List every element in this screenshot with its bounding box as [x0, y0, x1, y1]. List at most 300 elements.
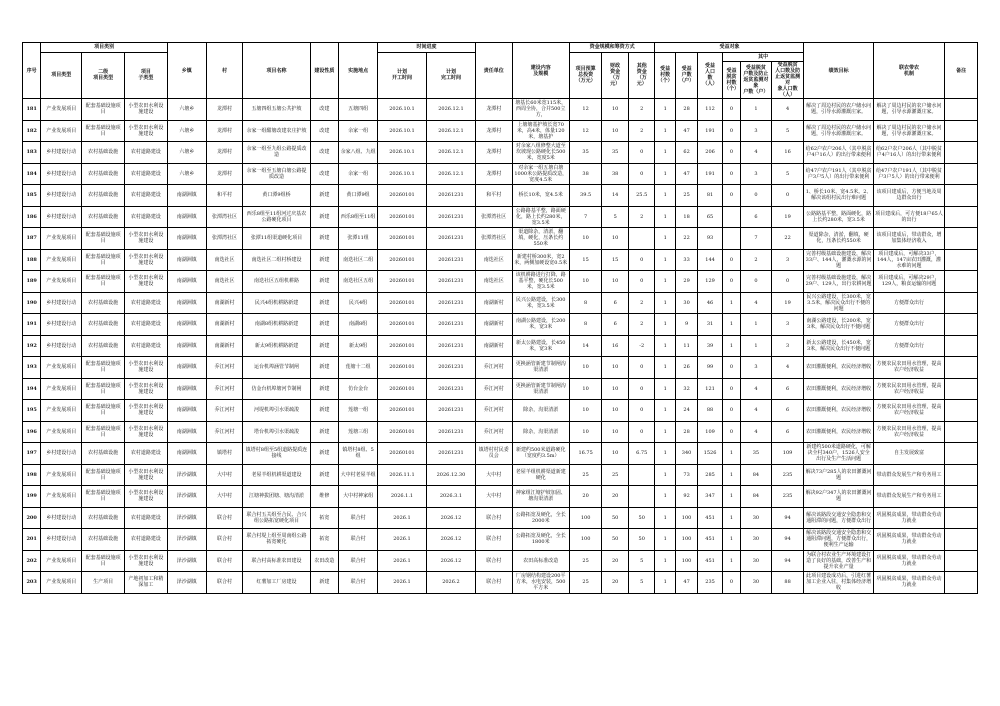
cell-content: 该机耕路进行打降，路基平整，硬化长500米，宽3.5米 — [512, 271, 569, 293]
cell-benef-villages: 1 — [655, 486, 675, 508]
cell-content: 新太公路建设，长450米，宽3米 — [512, 335, 569, 357]
cell-total-budget: 35 — [569, 142, 602, 164]
cell-other-funds: 2 — [628, 206, 655, 228]
cell-other-funds: 0 — [628, 357, 655, 379]
cell-benef-population: 144 — [698, 249, 722, 271]
cell-remarks — [945, 206, 978, 228]
cell-seq: 199 — [23, 486, 41, 508]
cell-content: 除杂，沟渠清淤 — [512, 400, 569, 422]
cell-poverty-villages: 0 — [722, 357, 740, 379]
cell-location: 联合村 — [339, 507, 378, 529]
cell-performance: 新太公路建设，长450米，宽3米，解决民众出行不便问题 — [804, 335, 873, 357]
cell-other-funds: 0 — [628, 142, 655, 164]
cell-total-budget: 38 — [569, 163, 602, 185]
cell-linkage: 方便群众出行 — [873, 335, 944, 357]
cell-other-funds — [628, 486, 655, 508]
cell-start-time: 2026.10.1 — [377, 99, 426, 121]
cell-sub-type: 农村道路建设 — [125, 314, 168, 336]
cell-location: 张潭11组 — [339, 228, 378, 250]
cell-benef-households: 11 — [675, 335, 697, 357]
cell-poverty-households: 4 — [741, 292, 772, 314]
cell-location: 联合村 — [339, 550, 378, 572]
header-sub-type: 项目 子类型 — [125, 52, 168, 99]
header-performance: 绩效目标 — [804, 43, 873, 99]
table-row — [23, 378, 978, 400]
cell-village: 南湖新村 — [206, 292, 243, 314]
cell-village: 乔江河村 — [206, 400, 243, 422]
cell-township: 南湖洲镇 — [167, 378, 206, 400]
cell-sub-type: 农村道路建设 — [125, 142, 168, 164]
cell-linkage: 自主发展致富 — [873, 443, 944, 465]
cell-remarks — [945, 421, 978, 443]
table-row — [23, 271, 978, 293]
cell-total-budget: 100 — [569, 507, 602, 529]
cell-sub-type: 小型农田水利设施建设 — [125, 249, 168, 271]
table-row — [23, 486, 978, 508]
cell-poverty-population: 0 — [771, 271, 804, 293]
cell-poverty-population: 6 — [771, 400, 804, 422]
cell-project-type: 产业发展项目 — [41, 249, 82, 271]
cell-benef-population: 121 — [698, 378, 722, 400]
cell-finish-time: 2026.12.1 — [426, 120, 475, 142]
cell-sub-type: 农村道路建设 — [125, 163, 168, 185]
cell-project-type: 产业发展项目 — [41, 99, 82, 121]
cell-start-time: 20260101 — [377, 357, 426, 379]
cell-other-funds: -2 — [628, 335, 655, 357]
cell-poverty-population: 109 — [771, 443, 804, 465]
cell-poverty-villages: 0 — [722, 400, 740, 422]
cell-linkage: 带动群众发展生产和劳务用工 — [873, 464, 944, 486]
cell-benef-villages: 1 — [655, 228, 675, 250]
cell-performance: 解决73户285人的农田灌溉问题 — [804, 464, 873, 486]
cell-linkage: 项目建成后，可解决33户，144人，147亩农田灌溉，灌水难的问题 — [873, 249, 944, 271]
cell-poverty-households: 4 — [741, 400, 772, 422]
cell-linkage: 该项目建成后，带动群众，增加集体经济收入 — [873, 228, 944, 250]
cell-project-type: 产业发展项目 — [41, 357, 82, 379]
cell-location: 联合村 — [339, 529, 378, 551]
header-benef-households: 受益 户数 （户） — [675, 52, 697, 99]
cell-poverty-villages: 0 — [722, 271, 740, 293]
cell-total-budget: 10 — [569, 228, 602, 250]
cell-village: 南迭社区 — [206, 271, 243, 293]
cell-other-funds: 0 — [628, 421, 655, 443]
cell-poverty-households: 3 — [741, 120, 772, 142]
cell-performance: 农田灌溉便利，农民经济增收 — [804, 421, 873, 443]
cell-poverty-population: 88 — [771, 572, 804, 594]
cell-location: 莲塘一组 — [339, 400, 378, 422]
cell-project-name: 运台机埠涵管节制闸 — [243, 357, 310, 379]
cell-seq: 194 — [23, 378, 41, 400]
cell-other-funds: 2 — [628, 314, 655, 336]
cell-poverty-villages: 0 — [722, 99, 740, 121]
cell-project-type: 乡村建设行动 — [41, 185, 82, 207]
cell-benef-population: 285 — [698, 464, 722, 486]
cell-poverty-households: 6 — [741, 206, 772, 228]
header-poverty-households: 受益脱贫 户数及防止 返贫监测对象 户数（户） — [741, 62, 772, 99]
cell-content: 更换涵管新建节制闸沟渠清淤 — [512, 378, 569, 400]
header-content: 建设内容 及规模 — [512, 43, 569, 99]
cell-project-name: 西乐8组至11组河过庆基农公路硬化项目 — [243, 206, 310, 228]
header-funding: 资金规模和筹资方式 — [569, 43, 655, 53]
cell-project-name: 江塘神拔团塘、塘沟清淤 — [243, 486, 310, 508]
cell-location: 联合村 — [339, 572, 378, 594]
cell-benef-villages: 1 — [655, 185, 675, 207]
cell-poverty-villages: 1 — [722, 529, 740, 551]
cell-village: 联合村 — [206, 572, 243, 594]
cell-seq: 202 — [23, 550, 41, 572]
header-beneficiaries: 受益对象 — [655, 43, 804, 53]
cell-total-budget: 14 — [569, 335, 602, 357]
cell-total-budget: 25 — [569, 572, 602, 594]
cell-location: 西乐8组至11组 — [339, 206, 378, 228]
table-row — [23, 206, 978, 228]
cell-other-funds: 5 — [628, 572, 655, 594]
cell-linkage: 解决了周边村民的农户储水问题，引导水源灌溉庄家。 — [873, 120, 944, 142]
cell-start-time: 2026.10.1 — [377, 142, 426, 164]
cell-secondary-type: 配套基础设施项目 — [82, 400, 125, 422]
cell-township: 南湖洲镇 — [167, 228, 206, 250]
cell-seq: 188 — [23, 249, 41, 271]
cell-township: 南湖洲镇 — [167, 400, 206, 422]
header-nature: 建设性质 — [310, 43, 339, 99]
cell-content: 渠道除杂，清淤，翻填，硬化，压条长约550米 — [512, 228, 569, 250]
cell-secondary-type: 农村基础设施 — [82, 314, 125, 336]
cell-responsible-unit: 龙潭村 — [475, 163, 512, 185]
cell-performance: 解决了周边村民的农户储水问题，引导水源灌溉庄家。 — [804, 99, 873, 121]
cell-performance: 农田灌溉便利，农民经济增收 — [804, 378, 873, 400]
cell-poverty-population: 4 — [771, 99, 804, 121]
cell-project-type: 产业发展项目 — [41, 421, 82, 443]
cell-linkage: 带动群众发展生产和劳务用工 — [873, 486, 944, 508]
cell-start-time: 2026.11.1 — [377, 464, 426, 486]
header-benef-population: 受益 人口 数 （人） — [698, 52, 722, 99]
cell-poverty-population: 3 — [771, 335, 804, 357]
cell-other-funds: 0 — [628, 249, 655, 271]
cell-finish-time: 2026.3.1 — [426, 486, 475, 508]
cell-benef-households: 25 — [675, 185, 697, 207]
project-table — [22, 42, 978, 594]
cell-poverty-households: 30 — [741, 572, 772, 594]
cell-township: 泽沙湖镇 — [167, 572, 206, 594]
cell-content: 对余家八组修整大道至坎坡现公路硬化长500米，宽度5米 — [512, 142, 569, 164]
cell-sub-type: 小型农田水利设施建设 — [125, 378, 168, 400]
cell-village: 乔江河村 — [206, 378, 243, 400]
cell-finish-time: 20261231 — [426, 271, 475, 293]
cell-responsible-unit: 乔江河村 — [475, 357, 512, 379]
cell-benef-population: 81 — [698, 185, 722, 207]
cell-start-time: 20260101 — [377, 335, 426, 357]
cell-nature: 改建 — [310, 99, 339, 121]
cell-linkage: 解决了周边村民的农户储水问题，引导水源灌溉庄家。 — [873, 99, 944, 121]
header-project-type: 项目类型 — [41, 52, 82, 99]
cell-secondary-type: 农村基础设施 — [82, 206, 125, 228]
cell-benef-population: 451 — [698, 550, 722, 572]
header-schedule: 时间进度 — [377, 43, 475, 53]
cell-fiscal-funds: 14 — [602, 185, 629, 207]
cell-benef-households: 9 — [675, 314, 697, 336]
cell-fiscal-funds: 35 — [602, 142, 629, 164]
cell-secondary-type: 农村基础设施 — [82, 507, 125, 529]
cell-content: 厂房钢结构建设200平方米，水电安装，500平方米 — [512, 572, 569, 594]
cell-project-type: 乡村建设行动 — [41, 142, 82, 164]
cell-responsible-unit: 联合村 — [475, 529, 512, 551]
cell-performance: 渠道除杂，清淤，翻填，硬化，压条长约550米 — [804, 228, 873, 250]
header-among: 其中 — [722, 52, 804, 62]
cell-township: 南湖洲镇 — [167, 292, 206, 314]
cell-poverty-villages: 0 — [722, 120, 740, 142]
cell-village: 龙潭村 — [206, 99, 243, 121]
cell-benef-households: 100 — [675, 507, 697, 529]
cell-benef-population: 347 — [698, 486, 722, 508]
cell-total-budget: 8 — [569, 292, 602, 314]
cell-total-budget: 10 — [569, 271, 602, 293]
cell-benef-households: 100 — [675, 550, 697, 572]
header-total-budget: 项目预算 总投资 （万元） — [569, 52, 602, 99]
cell-other-funds: 2 — [628, 99, 655, 121]
cell-content: 新建村桥300米，宽2米，两侧加硬设宽0.5米 — [512, 249, 569, 271]
cell-project-type: 产业发展项目 — [41, 464, 82, 486]
cell-benef-villages: 1 — [655, 464, 675, 486]
table-row — [23, 142, 978, 164]
cell-poverty-villages: 0 — [722, 249, 740, 271]
cell-total-budget: 10 — [569, 400, 602, 422]
cell-township: 南湖洲镇 — [167, 335, 206, 357]
cell-fiscal-funds: 10 — [602, 120, 629, 142]
cell-project-name: 张潭11组渠道硬化项目 — [243, 228, 310, 250]
cell-poverty-villages: 1 — [722, 335, 740, 357]
cell-finish-time: 2026.12 — [426, 529, 475, 551]
cell-content: 公路路基平整，路面硬化，路上长约280米，宽3.5米 — [512, 206, 569, 228]
cell-township: 泽沙湖镇 — [167, 507, 206, 529]
cell-responsible-unit: 南湖新村 — [475, 314, 512, 336]
cell-remarks — [945, 163, 978, 185]
header-poverty-population: 受益脱贫 人口数及防 止返贫监测对 象人口数 （人） — [771, 62, 804, 99]
cell-linkage: 项目建成后，可解决29户，129人，粮食运输的问题 — [873, 271, 944, 293]
cell-secondary-type: 配套基础设施项目 — [82, 486, 125, 508]
cell-nature: 改建 — [310, 163, 339, 185]
cell-responsible-unit: 联合村 — [475, 572, 512, 594]
cell-sub-type: 农村道路建设 — [125, 206, 168, 228]
cell-benef-villages: 1 — [655, 314, 675, 336]
cell-township: 泽沙湖镇 — [167, 486, 206, 508]
cell-start-time: 2026.1 — [377, 572, 426, 594]
cell-project-type: 乡村建设行动 — [41, 529, 82, 551]
cell-finish-time: 20261231 — [426, 357, 475, 379]
cell-remarks — [945, 228, 978, 250]
cell-project-name: 红薯加工厂房建设 — [243, 572, 310, 594]
cell-poverty-households: 4 — [741, 378, 772, 400]
cell-linkage: 方便农民农田用水管理，提高农户经济收益 — [873, 400, 944, 422]
cell-total-budget: 15 — [569, 249, 602, 271]
cell-project-type: 产业发展项目 — [41, 271, 82, 293]
cell-project-name: 老屋羊组机耕渠道建设 — [243, 464, 310, 486]
cell-project-type: 产业发展项目 — [41, 550, 82, 572]
cell-project-name: 仿金台机埠塘河节制闸 — [243, 378, 310, 400]
cell-benef-population: 235 — [698, 572, 722, 594]
cell-start-time: 20260101 — [377, 292, 426, 314]
cell-fiscal-funds: 50 — [602, 507, 629, 529]
cell-content: 神家组江塘护坡加固、塘沟渠清淤 — [512, 486, 569, 508]
table-row — [23, 314, 978, 336]
cell-remarks — [945, 314, 978, 336]
cell-linkage: 方便农民农田用水管理，提高农户经济收益 — [873, 378, 944, 400]
cell-start-time: 20260101 — [377, 314, 426, 336]
cell-benef-population: 31 — [698, 314, 722, 336]
cell-secondary-type: 配套基础设施项目 — [82, 357, 125, 379]
cell-poverty-villages: 0 — [722, 572, 740, 594]
cell-fiscal-funds: 10 — [602, 357, 629, 379]
cell-fiscal-funds: 15 — [602, 249, 629, 271]
cell-other-funds: 0 — [628, 271, 655, 293]
cell-project-name: 南湖8组机耕路新建 — [243, 314, 310, 336]
header-linkage: 联农带农 机制 — [873, 43, 944, 99]
cell-poverty-villages: 0 — [722, 185, 740, 207]
cell-finish-time: 20261231 — [426, 335, 475, 357]
cell-project-type: 产业发展项目 — [41, 486, 82, 508]
cell-finish-time: 20261231 — [426, 185, 475, 207]
cell-finish-time: 20261231 — [426, 314, 475, 336]
cell-seq: 182 — [23, 120, 41, 142]
cell-content: 对余家一组五塘白塘1000米公路提质改造，宽度4.5米 — [512, 163, 569, 185]
cell-benef-households: 47 — [675, 120, 697, 142]
cell-seq: 197 — [23, 443, 41, 465]
cell-poverty-households: 0 — [741, 185, 772, 207]
cell-sub-type: 小型农田水利设施建设 — [125, 486, 168, 508]
cell-poverty-households: 4 — [741, 421, 772, 443]
cell-content: 农田高标准改造 — [512, 550, 569, 572]
cell-poverty-population: 94 — [771, 507, 804, 529]
cell-secondary-type: 农村基础设施 — [82, 335, 125, 357]
cell-benef-households: 92 — [675, 486, 697, 508]
cell-fiscal-funds: 20 — [602, 550, 629, 572]
header-responsible-unit: 责任单位 — [475, 43, 512, 99]
cell-responsible-unit: 南湖新村 — [475, 335, 512, 357]
cell-benef-households: 340 — [675, 443, 697, 465]
cell-poverty-villages: 0 — [722, 378, 740, 400]
cell-benef-population: 88 — [698, 400, 722, 422]
cell-village: 龙潭村 — [206, 163, 243, 185]
cell-finish-time: 2026.12 — [426, 550, 475, 572]
cell-secondary-type: 生产项目 — [82, 572, 125, 594]
cell-project-name: 余家一组酣塘改建农庄护坡 — [243, 120, 310, 142]
cell-village: 乔江河村 — [206, 421, 243, 443]
cell-fiscal-funds: 10 — [602, 378, 629, 400]
cell-nature: 新建 — [310, 314, 339, 336]
cell-benef-villages: 1 — [655, 421, 675, 443]
cell-fiscal-funds: 10 — [602, 228, 629, 250]
cell-benef-population: 109 — [698, 421, 722, 443]
cell-content: 公路拓宽及硬化，全长1800米 — [512, 529, 569, 551]
cell-other-funds: 0 — [628, 163, 655, 185]
cell-location: 莲塘十二组 — [339, 357, 378, 379]
cell-start-time: 20260101 — [377, 443, 426, 465]
cell-seq: 201 — [23, 529, 41, 551]
cell-nature: 新建 — [310, 228, 339, 250]
cell-secondary-type: 配套基础设施项目 — [82, 464, 125, 486]
cell-linkage: 巩固脱贫成果，带动群众劳动力就业 — [873, 550, 944, 572]
cell-responsible-unit: 龙潭村 — [475, 142, 512, 164]
cell-benef-households: 28 — [675, 421, 697, 443]
cell-benef-villages: 1 — [655, 335, 675, 357]
cell-township: 南湖洲镇 — [167, 185, 206, 207]
cell-poverty-population: 22 — [771, 228, 804, 250]
cell-township: 泽沙湖镇 — [167, 550, 206, 572]
table-row — [23, 464, 978, 486]
cell-poverty-households: 1 — [741, 314, 772, 336]
cell-poverty-population: 19 — [771, 206, 804, 228]
header-fiscal-funds: 财政 资金 （万 元） — [602, 52, 629, 99]
cell-finish-time: 20261231 — [426, 292, 475, 314]
cell-remarks — [945, 271, 978, 293]
cell-project-type: 产业发展项目 — [41, 400, 82, 422]
cell-nature: 新建 — [310, 249, 339, 271]
cell-content: 除杂，沟渠清淤 — [512, 421, 569, 443]
cell-secondary-type: 农村基础设施 — [82, 185, 125, 207]
cell-nature: 拓宽 — [310, 507, 339, 529]
cell-benef-population: 99 — [698, 357, 722, 379]
cell-sub-type: 小型农田水利设施建设 — [125, 400, 168, 422]
cell-poverty-population: 94 — [771, 529, 804, 551]
cell-benef-population: 46 — [698, 292, 722, 314]
cell-village: 联合村 — [206, 529, 243, 551]
table-row — [23, 529, 978, 551]
cell-secondary-type: 配套基础设施项目 — [82, 550, 125, 572]
cell-start-time: 2026.10.1 — [377, 120, 426, 142]
cell-benef-population: 93 — [698, 228, 722, 250]
cell-poverty-households: 30 — [741, 550, 772, 572]
cell-poverty-villages: 0 — [722, 142, 740, 164]
cell-township: 六塘乡 — [167, 142, 206, 164]
cell-location: 新太9组 — [339, 335, 378, 357]
table-row — [23, 550, 978, 572]
cell-village: 张潭湾社区 — [206, 206, 243, 228]
cell-project-type: 产业发展项目 — [41, 228, 82, 250]
cell-project-name: 新太9组机耕路新建 — [243, 335, 310, 357]
cell-benef-households: 100 — [675, 529, 697, 551]
cell-benef-households: 24 — [675, 400, 697, 422]
cell-location: 余家一组 — [339, 120, 378, 142]
header-finish-time: 计划 完工时间 — [426, 52, 475, 99]
cell-sub-type: 产地初加工和精深加工 — [125, 572, 168, 594]
cell-remarks — [945, 464, 978, 486]
cell-poverty-population: 5 — [771, 120, 804, 142]
cell-project-type: 乡村建设行动 — [41, 206, 82, 228]
cell-benef-population: 112 — [698, 99, 722, 121]
cell-township: 南湖洲镇 — [167, 421, 206, 443]
cell-township: 泽沙湖镇 — [167, 464, 206, 486]
cell-seq: 192 — [23, 335, 41, 357]
cell-sub-type: 农村道路建设 — [125, 185, 168, 207]
cell-finish-time: 2026.12.1 — [426, 99, 475, 121]
cell-nature: 新建 — [310, 185, 339, 207]
cell-start-time: 20260101 — [377, 421, 426, 443]
cell-other-funds: 5 — [628, 550, 655, 572]
cell-poverty-villages — [722, 206, 740, 228]
cell-benef-population: 451 — [698, 529, 722, 551]
cell-secondary-type: 农村基础设施 — [82, 443, 125, 465]
cell-township: 六塘乡 — [167, 163, 206, 185]
cell-poverty-households: 84 — [741, 464, 772, 486]
cell-responsible-unit: 南迭社区 — [475, 249, 512, 271]
cell-fiscal-funds: 20 — [602, 486, 629, 508]
cell-project-type: 产业发展项目 — [41, 572, 82, 594]
cell-village: 和平村 — [206, 185, 243, 207]
cell-project-name: 五塘四组五塘公共护坡 — [243, 99, 310, 121]
cell-sub-type: 农村道路建设 — [125, 507, 168, 529]
cell-township: 南湖洲镇 — [167, 443, 206, 465]
cell-project-name: 联合村堤上组至周南组公路拓宽硬化 — [243, 529, 310, 551]
cell-seq: 190 — [23, 292, 41, 314]
